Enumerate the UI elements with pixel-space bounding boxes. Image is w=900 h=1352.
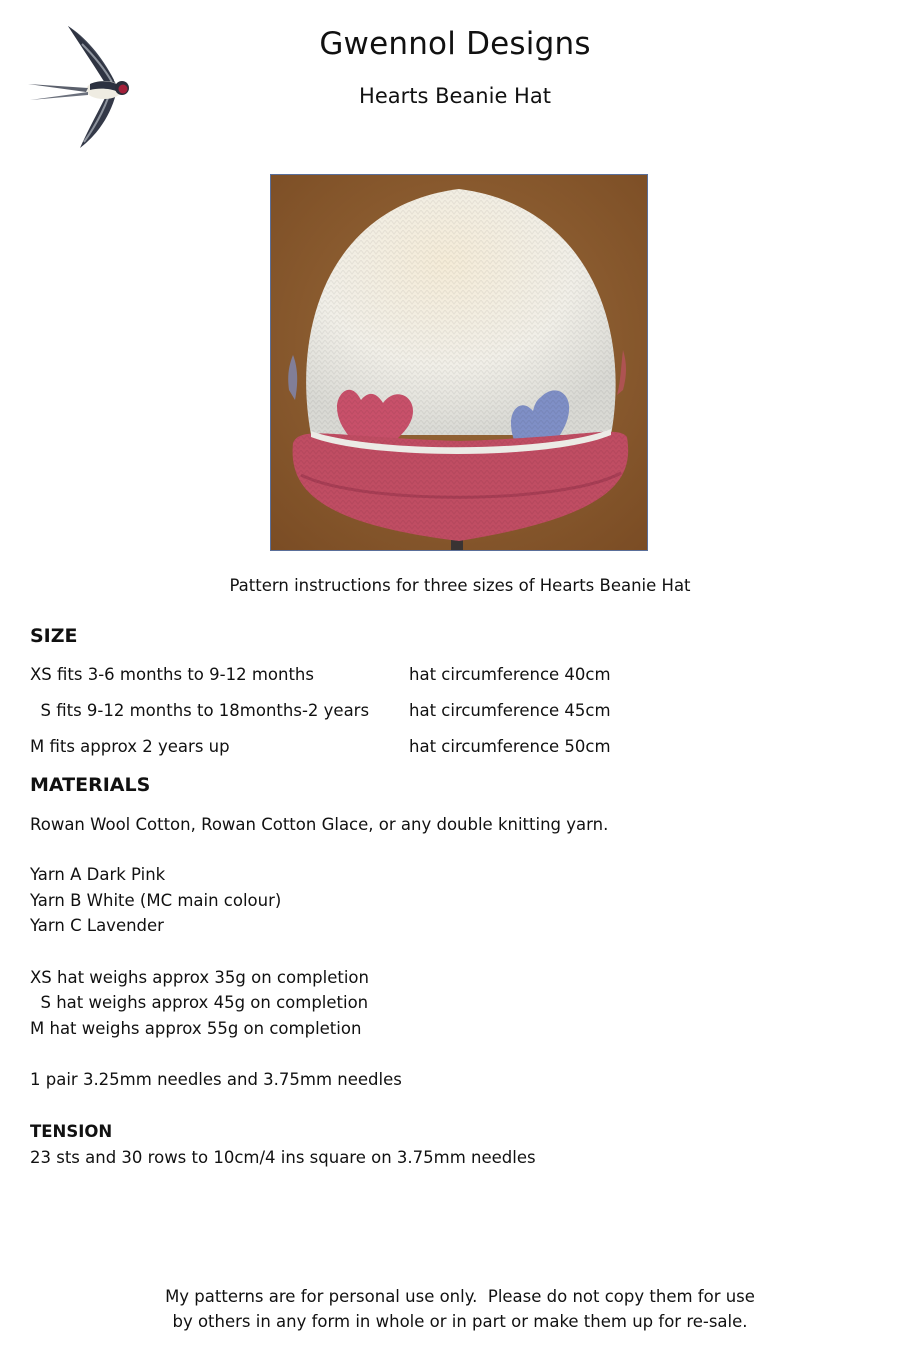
- yarn-item: Yarn C Lavender: [30, 916, 164, 935]
- needles-info: 1 pair 3.25mm needles and 3.75mm needles: [30, 1070, 402, 1089]
- yarn-note: Rowan Wool Cotton, Rowan Cotton Glace, or any double knitting yarn.: [30, 815, 609, 834]
- size-fit: S fits 9-12 months to 18months-2 years: [30, 701, 370, 720]
- copyright-line-2: by others in any form in whole or in part or make them up for re-sale.: [172, 1312, 748, 1331]
- yarn-item: Yarn A Dark Pink: [30, 865, 166, 884]
- copyright-notice: [0, 1284, 900, 1334]
- size-circumference: hat circumference 50cm: [409, 737, 611, 756]
- tension-text: 23 sts and 30 rows to 10cm/4 ins square on 3.75mm needles: [30, 1148, 536, 1167]
- materials-heading: MATERIALS: [30, 774, 151, 796]
- photo-caption: Pattern instructions for three sizes of Hearts Beanie Hat: [229, 576, 691, 595]
- size-fit: XS fits 3-6 months to 9-12 months: [30, 665, 314, 684]
- size-heading: SIZE: [30, 625, 78, 647]
- tension-heading: TENSION: [30, 1122, 113, 1141]
- hat-photo: [270, 174, 648, 551]
- weight-item: M hat weighs approx 55g on completion: [30, 1019, 362, 1038]
- weight-item: XS hat weighs approx 35g on completion: [30, 968, 369, 987]
- size-row-xs: [30, 665, 730, 687]
- size-row-s: [30, 701, 730, 723]
- weight-item: S hat weighs approx 45g on completion: [30, 993, 369, 1012]
- size-fit: M fits approx 2 years up: [30, 737, 230, 756]
- size-row-m: [30, 737, 730, 759]
- pattern-title: Hearts Beanie Hat: [359, 84, 551, 108]
- size-circumference: hat circumference 45cm: [409, 701, 611, 720]
- yarn-item: Yarn B White (MC main colour): [30, 891, 282, 910]
- size-circumference: hat circumference 40cm: [409, 665, 611, 684]
- copyright-line-1: My patterns are for personal use only. Please do not copy them for use: [165, 1287, 755, 1306]
- brand-name: Gwennol Designs: [319, 26, 591, 62]
